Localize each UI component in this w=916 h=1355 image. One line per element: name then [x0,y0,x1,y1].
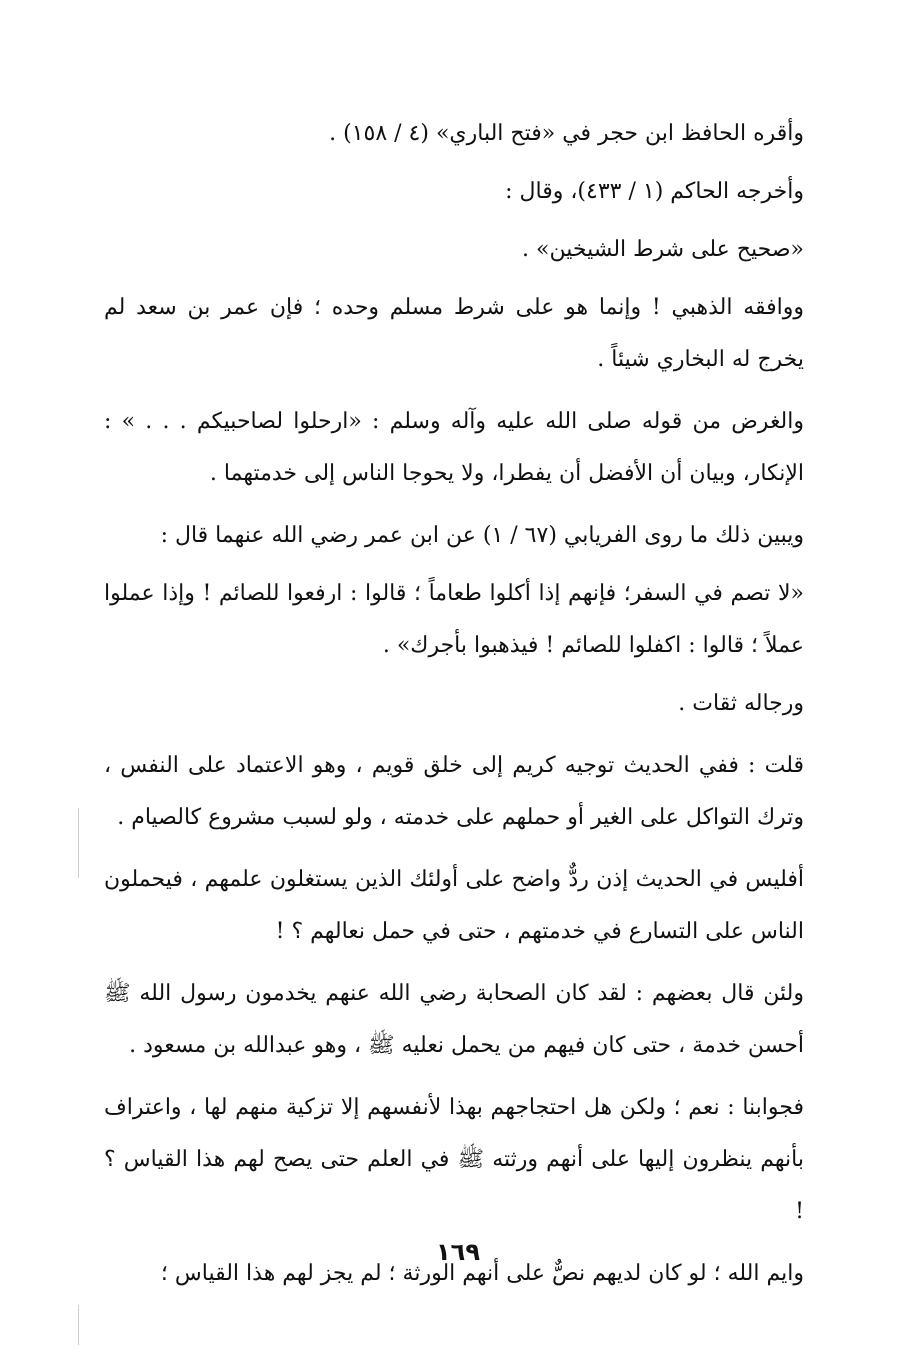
margin-dots-bottom [78,1305,79,1345]
paragraph-1: وأقره الحافظ ابن حجر في «فتح الباري» (٤ / ١٥٨) . [329,121,804,146]
paragraph-7-quote: «لا تصم في السفر؛ فإنهم إذا أكلوا طعاماً ؛ قالوا : ارفعوا للصائم ! وإذا عملوا عملاً ؛ قالوا : اكفلوا للصائم ! فيذهبوا بأجرك» . [104,581,804,658]
margin-dots-top [78,808,79,878]
page-number: ١٦٩ [436,1238,480,1266]
paragraph-12: فجوابنا : نعم ؛ ولكن هل احتجاجهم بهذا لأنفسهم إلا تزكية منهم لها ، واعتراف بأنهم ينظرون إليها على أنهم ورثته ﷺ في العلم حتى يصح لهم هذا القياس ؟ ! [104,1095,804,1224]
paragraph-11: ولئن قال بعضهم : لقد كان الصحابة رضي الله عنهم يخدمون رسول الله ﷺ أحسن خدمة ، حتى كان فيهم من يحمل نعليه ﷺ ، وهو عبدالله بن مسعود . [104,981,804,1058]
paragraph-2: وأخرجه الحاكم (١ / ٤٣٣)، وقال : [505,179,804,204]
paragraph-8: ورجاله ثقات . [678,691,804,716]
paragraph-5: والغرض من قوله صلى الله عليه وآله وسلم : «ارحلوا لصاحبيكم . . . » : الإنكار، وبيان أن الأفضل أن يفطرا، ولا يحوجا الناس إلى خدمتهما . [104,409,804,486]
paragraph-6: ويبين ذلك ما روى الفريابي (٦٧ / ١) عن ابن عمر رضي الله عنهما قال : [160,523,804,548]
paragraph-4: ووافقه الذهبي ! وإنما هو على شرط مسلم وحده ؛ فإن عمر بن سعد لم يخرج له البخاري شيئاً . [104,295,804,372]
paragraph-9: قلت : ففي الحديث توجيه كريم إلى خلق قويم ، وهو الاعتماد على النفس ، وترك التواكل على الغير أو حملهم على خدمته ، ولو لسبب مشروع كالصيام . [104,753,804,830]
paragraph-3: «صحيح على شرط الشيخين» . [522,237,804,262]
paragraph-13: وايم الله ؛ لو كان لديهم نصٌّ على أنهم الورثة ؛ لم يجز لهم هذا القياس ؛ [160,1261,804,1286]
paragraph-10: أفليس في الحديث إذن ردٌّ واضح على أولئك الذين يستغلون علمهم ، فيحملون الناس على التسارع في خدمتهم ، حتى في حمل نعالهم ؟ ! [104,867,804,944]
page-body-text [104,108,804,1310]
